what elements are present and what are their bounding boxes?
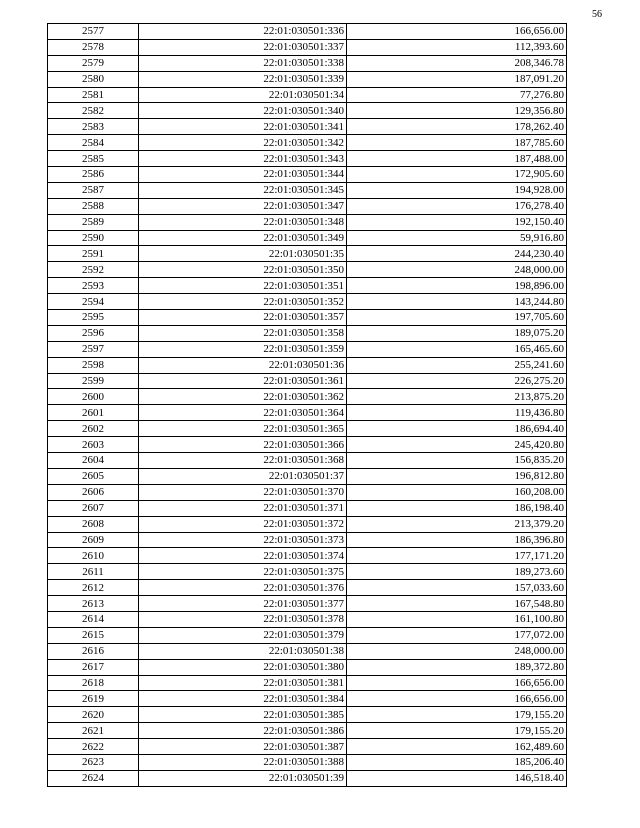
row-number-cell: 2605 [48,468,139,484]
cadastral-number-cell: 22:01:030501:337 [139,39,347,55]
cadastral-number-cell: 22:01:030501:342 [139,135,347,151]
row-number-cell: 2607 [48,500,139,516]
row-number-cell: 2620 [48,707,139,723]
cadastral-value-cell: 179,155.20 [347,707,567,723]
row-number-cell: 2606 [48,484,139,500]
cadastral-value-cell: 186,694.40 [347,421,567,437]
table-row [48,754,567,770]
cadastral-number-cell: 22:01:030501:357 [139,310,347,326]
row-number-cell: 2588 [48,198,139,214]
cadastral-number-cell: 22:01:030501:375 [139,564,347,580]
cadastral-value-cell: 178,262.40 [347,119,567,135]
cadastral-value-cell: 129,356.80 [347,103,567,119]
cadastral-number-cell: 22:01:030501:374 [139,548,347,564]
cadastral-value-cell: 162,489.60 [347,739,567,755]
table-row [48,246,567,262]
cadastral-value-cell: 226,275.20 [347,373,567,389]
cadastral-value-cell: 192,150.40 [347,214,567,230]
cadastral-value-cell: 166,656.00 [347,675,567,691]
cadastral-value-cell: 187,488.00 [347,151,567,167]
cadastral-number-cell: 22:01:030501:339 [139,71,347,87]
cadastral-number-cell: 22:01:030501:378 [139,611,347,627]
cadastral-number-cell: 22:01:030501:37 [139,468,347,484]
table-row [48,262,567,278]
cadastral-value-cell: 185,206.40 [347,754,567,770]
table-row [48,659,567,675]
row-number-cell: 2616 [48,643,139,659]
table-row [48,357,567,373]
cadastral-number-cell: 22:01:030501:358 [139,325,347,341]
row-number-cell: 2579 [48,55,139,71]
row-number-cell: 2597 [48,341,139,357]
table-row [48,198,567,214]
cadastral-number-cell: 22:01:030501:380 [139,659,347,675]
table-row [48,723,567,739]
table-row [48,484,567,500]
row-number-cell: 2602 [48,421,139,437]
table-row [48,151,567,167]
row-number-cell: 2611 [48,564,139,580]
cadastral-number-cell: 22:01:030501:36 [139,357,347,373]
table-row [48,532,567,548]
row-number-cell: 2599 [48,373,139,389]
cadastral-number-cell: 22:01:030501:350 [139,262,347,278]
cadastral-number-cell: 22:01:030501:349 [139,230,347,246]
table-row [48,468,567,484]
table-row [48,55,567,71]
cadastral-number-cell: 22:01:030501:366 [139,437,347,453]
table-row [48,214,567,230]
table-row [48,707,567,723]
table-row [48,548,567,564]
table-body [48,24,567,787]
cadastral-value-cell: 177,171.20 [347,548,567,564]
table-row [48,627,567,643]
cadastral-number-cell: 22:01:030501:384 [139,691,347,707]
cadastral-number-cell: 22:01:030501:387 [139,739,347,755]
table-row [48,325,567,341]
row-number-cell: 2587 [48,182,139,198]
cadastral-value-cell: 146,518.40 [347,770,567,786]
row-number-cell: 2621 [48,723,139,739]
row-number-cell: 2593 [48,278,139,294]
table-row [48,405,567,421]
cadastral-value-cell: 248,000.00 [347,262,567,278]
cadastral-number-cell: 22:01:030501:388 [139,754,347,770]
table-row [48,516,567,532]
row-number-cell: 2590 [48,230,139,246]
table-row [48,691,567,707]
table-row [48,278,567,294]
cadastral-number-cell: 22:01:030501:364 [139,405,347,421]
cadastral-value-cell: 77,276.80 [347,87,567,103]
table-row [48,643,567,659]
row-number-cell: 2618 [48,675,139,691]
table-row [48,675,567,691]
row-number-cell: 2624 [48,770,139,786]
table-row [48,103,567,119]
cadastral-value-cell: 245,420.80 [347,437,567,453]
row-number-cell: 2598 [48,357,139,373]
cadastral-value-cell: 197,705.60 [347,310,567,326]
row-number-cell: 2585 [48,151,139,167]
cadastral-number-cell: 22:01:030501:39 [139,770,347,786]
cadastral-number-cell: 22:01:030501:373 [139,532,347,548]
cadastral-number-cell: 22:01:030501:359 [139,341,347,357]
cadastral-number-cell: 22:01:030501:336 [139,24,347,40]
table-row [48,437,567,453]
cadastral-number-cell: 22:01:030501:343 [139,151,347,167]
table-row [48,39,567,55]
cadastral-value-cell: 172,905.60 [347,167,567,183]
table-row [48,310,567,326]
row-number-cell: 2596 [48,325,139,341]
row-number-cell: 2604 [48,453,139,469]
cadastral-value-cell: 196,812.80 [347,468,567,484]
row-number-cell: 2613 [48,596,139,612]
row-number-cell: 2595 [48,310,139,326]
row-number-cell: 2600 [48,389,139,405]
cadastral-number-cell: 22:01:030501:379 [139,627,347,643]
row-number-cell: 2615 [48,627,139,643]
row-number-cell: 2617 [48,659,139,675]
row-number-cell: 2577 [48,24,139,40]
cadastral-value-cell: 244,230.40 [347,246,567,262]
table-row [48,87,567,103]
cadastral-value-cell: 179,155.20 [347,723,567,739]
row-number-cell: 2583 [48,119,139,135]
table-row [48,500,567,516]
cadastral-value-cell: 189,372.80 [347,659,567,675]
row-number-cell: 2592 [48,262,139,278]
table-row [48,341,567,357]
cadastral-value-cell: 156,835.20 [347,453,567,469]
table-row [48,294,567,310]
row-number-cell: 2580 [48,71,139,87]
cadastral-number-cell: 22:01:030501:371 [139,500,347,516]
table-row [48,739,567,755]
row-number-cell: 2584 [48,135,139,151]
cadastral-number-cell: 22:01:030501:341 [139,119,347,135]
table-row [48,453,567,469]
cadastral-value-cell: 165,465.60 [347,341,567,357]
cadastral-number-cell: 22:01:030501:372 [139,516,347,532]
row-number-cell: 2610 [48,548,139,564]
cadastral-number-cell: 22:01:030501:370 [139,484,347,500]
cadastral-value-cell: 177,072.00 [347,627,567,643]
cadastral-value-cell: 161,100.80 [347,611,567,627]
table-row [48,182,567,198]
row-number-cell: 2586 [48,167,139,183]
cadastral-value-cell: 208,346.78 [347,55,567,71]
cadastral-number-cell: 22:01:030501:35 [139,246,347,262]
cadastral-value-cell: 119,436.80 [347,405,567,421]
cadastral-number-cell: 22:01:030501:351 [139,278,347,294]
cadastral-value-cell: 213,379.20 [347,516,567,532]
table-row [48,24,567,40]
row-number-cell: 2594 [48,294,139,310]
table-row [48,135,567,151]
cadastral-value-table [47,23,567,787]
row-number-cell: 2589 [48,214,139,230]
row-number-cell: 2619 [48,691,139,707]
page-number: 56 [592,9,602,20]
cadastral-number-cell: 22:01:030501:348 [139,214,347,230]
table-row [48,611,567,627]
table-row [48,421,567,437]
row-number-cell: 2581 [48,87,139,103]
table-row [48,580,567,596]
cadastral-value-cell: 194,928.00 [347,182,567,198]
row-number-cell: 2612 [48,580,139,596]
cadastral-value-cell: 186,396.80 [347,532,567,548]
table-row [48,373,567,389]
row-number-cell: 2601 [48,405,139,421]
row-number-cell: 2578 [48,39,139,55]
cadastral-value-cell: 167,548.80 [347,596,567,612]
cadastral-number-cell: 22:01:030501:365 [139,421,347,437]
cadastral-number-cell: 22:01:030501:344 [139,167,347,183]
cadastral-value-cell: 186,198.40 [347,500,567,516]
cadastral-number-cell: 22:01:030501:347 [139,198,347,214]
cadastral-number-cell: 22:01:030501:38 [139,643,347,659]
cadastral-value-cell: 176,278.40 [347,198,567,214]
cadastral-value-cell: 143,244.80 [347,294,567,310]
cadastral-value-cell: 157,033.60 [347,580,567,596]
cadastral-value-cell: 255,241.60 [347,357,567,373]
cadastral-value-cell: 189,273.60 [347,564,567,580]
cadastral-number-cell: 22:01:030501:362 [139,389,347,405]
cadastral-value-cell: 166,656.00 [347,691,567,707]
table-row [48,770,567,786]
cadastral-value-cell: 59,916.80 [347,230,567,246]
row-number-cell: 2591 [48,246,139,262]
row-number-cell: 2622 [48,739,139,755]
cadastral-number-cell: 22:01:030501:381 [139,675,347,691]
cadastral-value-cell: 198,896.00 [347,278,567,294]
row-number-cell: 2609 [48,532,139,548]
cadastral-number-cell: 22:01:030501:338 [139,55,347,71]
cadastral-value-cell: 187,785.60 [347,135,567,151]
table-row [48,564,567,580]
table-row [48,389,567,405]
cadastral-value-cell: 189,075.20 [347,325,567,341]
row-number-cell: 2623 [48,754,139,770]
cadastral-value-cell: 112,393.60 [347,39,567,55]
cadastral-number-cell: 22:01:030501:361 [139,373,347,389]
cadastral-number-cell: 22:01:030501:368 [139,453,347,469]
table-row [48,119,567,135]
table-row [48,167,567,183]
cadastral-value-cell: 213,875.20 [347,389,567,405]
row-number-cell: 2608 [48,516,139,532]
cadastral-number-cell: 22:01:030501:345 [139,182,347,198]
cadastral-number-cell: 22:01:030501:377 [139,596,347,612]
cadastral-value-cell: 187,091.20 [347,71,567,87]
table-row [48,230,567,246]
cadastral-number-cell: 22:01:030501:385 [139,707,347,723]
table-row [48,596,567,612]
cadastral-number-cell: 22:01:030501:376 [139,580,347,596]
row-number-cell: 2614 [48,611,139,627]
cadastral-number-cell: 22:01:030501:34 [139,87,347,103]
cadastral-number-cell: 22:01:030501:352 [139,294,347,310]
row-number-cell: 2582 [48,103,139,119]
cadastral-value-cell: 166,656.00 [347,24,567,40]
table-row [48,71,567,87]
row-number-cell: 2603 [48,437,139,453]
cadastral-number-cell: 22:01:030501:386 [139,723,347,739]
cadastral-value-cell: 248,000.00 [347,643,567,659]
cadastral-value-cell: 160,208.00 [347,484,567,500]
cadastral-number-cell: 22:01:030501:340 [139,103,347,119]
